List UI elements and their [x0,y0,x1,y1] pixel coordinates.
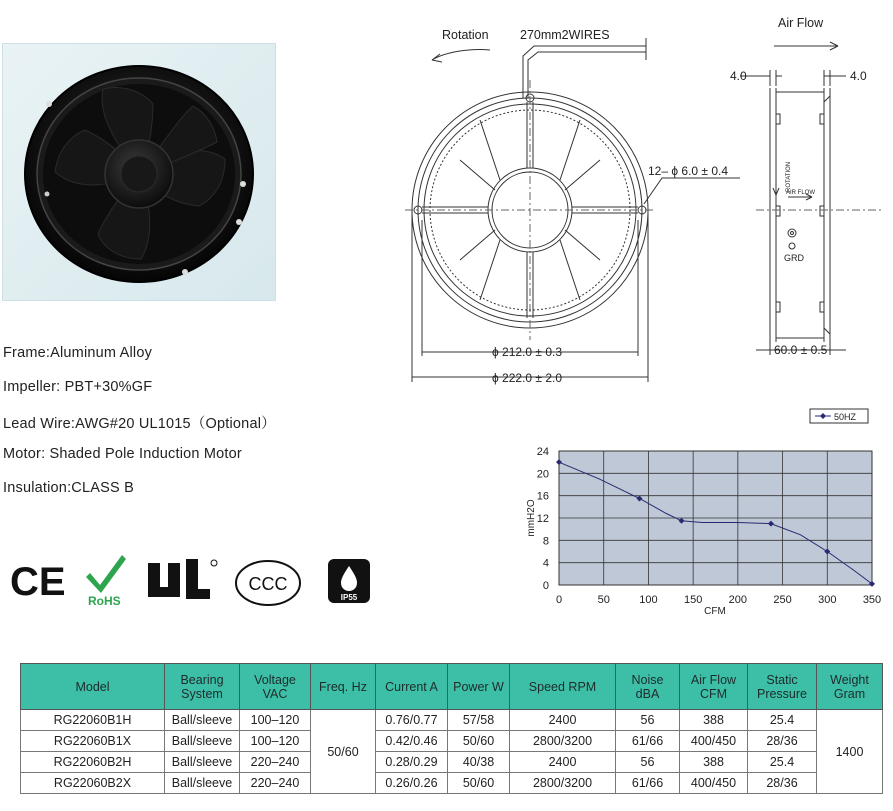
holes-label: 12– ϕ 6.0 ± 0.4 [648,164,729,178]
legend-entry-50hz: 50HZ [834,412,857,422]
rohs-label: RoHS [88,594,121,608]
cell-freq-shared: 50/60 [311,710,376,794]
model-spec-table [20,663,883,794]
cell-noise: 61/66 [616,731,680,752]
spec-insulation: Insulation:CLASS B [3,480,134,496]
header-freq: Freq. Hz [311,664,376,710]
x-tick-label: 50 [597,594,610,606]
x-tick-label: 200 [728,594,748,606]
side-airflow-label: AIR FLOW [786,190,816,196]
spec-impeller: Impeller: PBT+30%GF [3,379,153,395]
x-tick-label: 0 [555,594,563,606]
cell-power: 57/58 [448,710,510,731]
flange-right-label: 4.0 [850,69,867,83]
cell-voltage: 100–120 [240,731,311,752]
ccc-logo [236,561,300,605]
header-bearing: Bearing System [165,664,240,710]
cell-pressure: 25.4 [748,710,817,731]
cell-pressure: 28/36 [748,731,817,752]
header-voltage: Voltage VAC [240,664,311,710]
cell-speed: 2400 [510,710,616,731]
cell-speed: 2800/3200 [510,773,616,794]
table-row [21,773,883,794]
cell-current: 0.28/0.29 [376,752,448,773]
outer-diameter-label: ϕ 222.0 ± 2.0 [492,371,563,385]
y-tick-label: 12 [536,513,549,525]
cell-power: 40/38 [448,752,510,773]
y-tick-label: 20 [536,468,549,481]
header-speed: Speed RPM [510,664,616,710]
y-tick-label: 4 [542,557,549,570]
table-header-row [21,664,883,710]
header-pressure: Static Pressure [748,664,817,710]
header-power: Power W [448,664,510,710]
header-airflow: Air Flow CFM [680,664,748,710]
table-row [21,710,883,731]
y-tick-label: 0 [542,580,549,592]
spec-lead-wire: Lead Wire:AWG#20 UL1015（Optional） [3,416,276,432]
y-tick-label: 24 [536,446,549,458]
cell-weight-shared: 1400 [817,710,883,794]
inner-diameter-label: ϕ 212.0 ± 0.3 [492,345,563,359]
depth-label: 60.0 ± 0.5 [774,343,828,357]
ul-label: UL [152,603,160,609]
header-weight: Weight Gram [817,664,883,710]
chart-xlabel: CFM [704,606,726,617]
cell-noise: 56 [616,710,680,731]
cell-speed: 2400 [510,752,616,773]
cell-speed: 2800/3200 [510,731,616,752]
spec-motor: Motor: Shaded Pole Induction Motor [3,446,242,462]
y-tick-label: 8 [542,535,549,548]
chart-ylabel: mmH2O [526,499,537,537]
cell-airflow: 388 [680,710,748,731]
cell-bearing: Ball/sleeve [165,752,240,773]
cell-noise: 56 [616,752,680,773]
fan-product-photo [2,43,276,301]
cell-model: RG22060B2X [21,773,165,794]
table-row [21,752,883,773]
header-noise: Noise dBA [616,664,680,710]
dimension-drawing [400,10,893,390]
cell-voltage: 100–120 [240,710,311,731]
x-tick-label: 350 [862,594,882,606]
rotation-label: Rotation [442,28,489,42]
x-tick-label: 250 [773,594,792,606]
fan-photo-graphic [3,44,275,300]
cell-voltage: 220–240 [240,773,311,794]
cell-noise: 61/66 [616,773,680,794]
cell-power: 50/60 [448,773,510,794]
table-row [21,731,883,752]
airflow-label: Air Flow [778,16,824,30]
cell-bearing: Ball/sleeve [165,773,240,794]
x-tick-label: 100 [639,594,658,606]
rohs-logo [86,555,126,608]
ul-logo [148,559,217,609]
spec-frame: Frame:Aluminum Alloy [3,345,153,361]
cell-power: 50/60 [448,731,510,752]
ccc-label: CCC [248,574,288,594]
cell-bearing: Ball/sleeve [165,710,240,731]
chart-legend [810,409,868,423]
certification-logos [10,553,380,609]
cell-model: RG22060B1H [21,710,165,731]
cell-airflow: 400/450 [680,773,748,794]
flange-left-label: 4.0 [730,69,747,83]
header-current: Current A [376,664,448,710]
cell-pressure: 28/36 [748,773,817,794]
cell-bearing: Ball/sleeve [165,731,240,752]
cell-voltage: 220–240 [240,752,311,773]
cell-current: 0.42/0.46 [376,731,448,752]
x-tick-label: 300 [818,594,837,606]
ce-mark: CE [10,560,66,604]
cell-current: 0.26/0.26 [376,773,448,794]
grd-label: GRD [784,253,804,263]
ip55-label: IP55 [340,593,358,602]
wires-label: 270mm2WIRES [520,28,610,42]
performance-chart [510,405,890,620]
ip55-logo [328,559,370,603]
cell-model: RG22060B2H [21,752,165,773]
cell-airflow: 400/450 [680,731,748,752]
y-tick-label: 16 [536,490,549,503]
cell-pressure: 25.4 [748,752,817,773]
side-rotation-label: ROTATION [786,161,792,192]
cell-airflow: 388 [680,752,748,773]
cell-model: RG22060B1X [21,731,165,752]
header-model: Model [21,664,165,710]
x-tick-label: 150 [683,594,703,606]
cell-current: 0.76/0.77 [376,710,448,731]
